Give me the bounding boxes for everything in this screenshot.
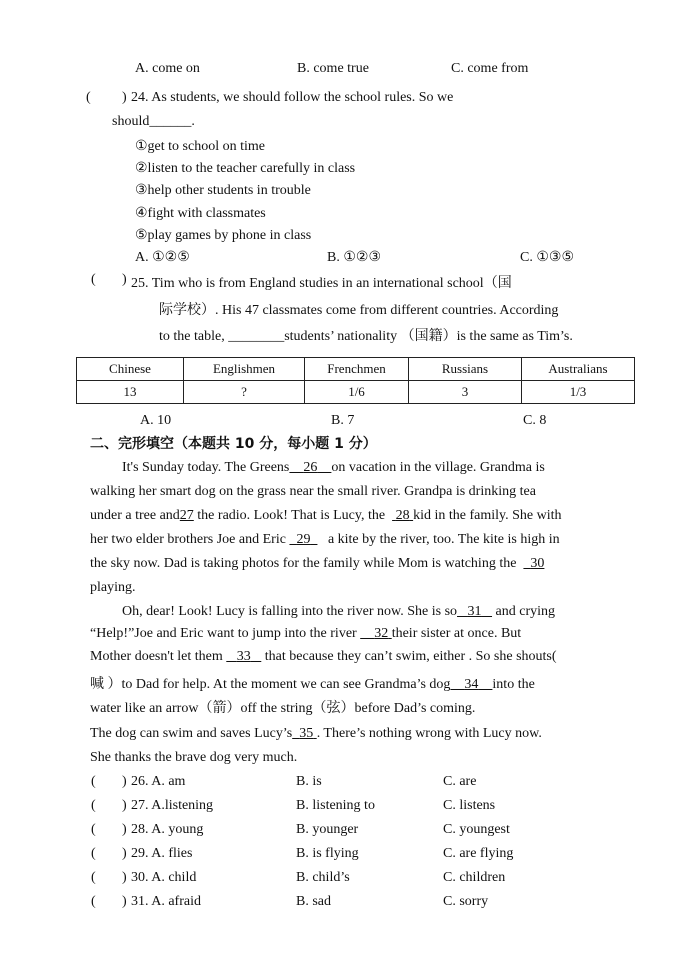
blank-number: 32	[374, 626, 389, 641]
passage-text: her two elder brothers Joe and Eric	[90, 532, 286, 547]
q24-option-c: C. ①③⑤	[520, 250, 574, 265]
table-cell: ?	[184, 381, 305, 404]
passage-line	[90, 626, 521, 642]
passage-line	[90, 508, 562, 524]
nationality-table	[76, 357, 635, 404]
passage-text: Mother doesn't let them	[90, 649, 223, 664]
question-paren-close: )	[122, 774, 127, 789]
blank-number: 31	[467, 604, 482, 619]
q23-option-a: A. come on	[135, 61, 200, 76]
q23-option-b: B. come true	[297, 61, 369, 76]
question-paren-open: (	[91, 846, 96, 861]
question-paren-open: (	[91, 774, 96, 789]
passage-text: the sky now. Dad is taking photos for the family while Mom is watching the	[90, 556, 517, 571]
question-paren-open: (	[91, 894, 96, 909]
q25-option-b: B. 7	[331, 413, 355, 428]
q25-answer-paren-open: (	[91, 272, 96, 287]
q24-item-2: ②listen to the teacher carefully in class	[135, 161, 356, 176]
q25-stem-line1: 25. Tim who is from England studies in an international school（国	[131, 276, 512, 291]
q23-option-c: C. come from	[451, 61, 529, 76]
passage-line	[122, 604, 555, 620]
q24-option-b: B. ①②③	[327, 250, 381, 265]
q25-option-a: A. 10	[140, 413, 172, 428]
passage-line: walking her smart dog on the grass near the small river. Grandpa is drinking tea	[90, 484, 536, 499]
passage-line: water like an arrow（箭）off the string（弦）before Dad’s coming.	[90, 701, 476, 716]
passage-text: The dog can swim and saves Lucy’s	[90, 726, 293, 741]
passage-text: their sister at once. But	[391, 626, 522, 641]
q24-stem-line1: 24. As students, we should follow the school rules. So we	[131, 90, 454, 105]
blank-26	[289, 460, 331, 475]
table-header-row	[77, 358, 635, 381]
q24-stem-line2: should______.	[112, 114, 195, 129]
question-option-b: B. is	[296, 774, 322, 789]
question-option-c: C. youngest	[443, 822, 510, 837]
passage-text: on vacation in the village. Grandma is	[331, 460, 545, 475]
question-option-a: 28. A. young	[131, 822, 204, 837]
question-option-a: 30. A. child	[131, 870, 197, 885]
table-header-cell: Russians	[409, 358, 522, 381]
table-cell: 1/6	[305, 381, 409, 404]
question-paren-close: )	[122, 846, 127, 861]
blank-34	[450, 677, 492, 692]
blank-number: 33	[236, 649, 251, 664]
table-header-cell: Englishmen	[184, 358, 305, 381]
q24-item-5: ⑤play games by phone in class	[135, 228, 312, 243]
question-option-b: B. child’s	[296, 870, 350, 885]
q25-stem-line3: to the table, ________students’ nationality （国籍）is the same as Tim’s.	[159, 329, 573, 344]
blank-number: 35	[299, 726, 314, 741]
passage-text: under a tree and	[90, 508, 180, 523]
passage-text: “Help!”Joe and Eric want to jump into the river	[90, 626, 357, 641]
passage-text: kid in the family. She with	[413, 508, 562, 523]
blank-number: 28	[395, 508, 410, 523]
section-title: 二、完形填空（本题共 10 分，每小题 1 分）	[90, 436, 377, 452]
passage-text: Oh, dear! Look! Lucy is falling into the river now. She is so	[122, 604, 458, 619]
q25-stem-line2: 际学校）. His 47 classmates come from different countries. According	[159, 303, 559, 318]
question-option-a: 27. A.listening	[131, 798, 214, 813]
passage-text: . There’s nothing wrong with Lucy now.	[316, 726, 542, 741]
table-header-cell: Australians	[522, 358, 635, 381]
question-paren-open: (	[91, 822, 96, 837]
question-option-c: C. children	[443, 870, 506, 885]
passage-line	[90, 556, 544, 572]
question-paren-close: )	[122, 822, 127, 837]
passage-text: a kite by the river, too. The kite is high in	[327, 532, 560, 547]
passage-line	[90, 726, 542, 742]
blank-29	[289, 532, 317, 547]
passage-line	[90, 649, 557, 665]
blank-27	[180, 508, 194, 523]
blank-32	[360, 626, 392, 641]
table-header-cell: Frenchmen	[305, 358, 409, 381]
q25-option-c: C. 8	[523, 413, 547, 428]
question-option-a: 29. A. flies	[131, 846, 193, 861]
table-row	[77, 381, 635, 404]
question-option-a: 31. A. afraid	[131, 894, 201, 909]
blank-33	[226, 649, 261, 664]
blank-35	[292, 726, 317, 741]
q24-item-1: ①get to school on time	[135, 139, 265, 154]
question-paren-close: )	[122, 798, 127, 813]
blank-number: 29	[296, 532, 311, 547]
table-header-cell: Chinese	[77, 358, 184, 381]
q24-item-3: ③help other students in trouble	[135, 183, 311, 198]
question-paren-close: )	[122, 894, 127, 909]
passage-text: into the	[492, 677, 535, 692]
q24-item-4: ④fight with classmates	[135, 206, 266, 221]
table-cell: 13	[77, 381, 184, 404]
question-paren-open: (	[91, 798, 96, 813]
passage-line	[90, 532, 560, 548]
passage-text: the radio. Look! That is Lucy, the	[197, 508, 386, 523]
question-option-b: B. younger	[296, 822, 359, 837]
question-paren-close: )	[122, 870, 127, 885]
q24-answer-paren-close: )	[122, 90, 127, 105]
blank-31	[457, 604, 492, 619]
q25-answer-paren-close: )	[122, 272, 127, 287]
q24-answer-paren-open: (	[86, 90, 91, 105]
q24-option-a: A. ①②⑤	[135, 250, 190, 265]
passage-text: It's Sunday today. The Greens	[122, 460, 290, 475]
question-option-a: 26. A. am	[131, 774, 186, 789]
blank-30	[523, 556, 544, 571]
question-paren-open: (	[91, 870, 96, 885]
table-cell: 1/3	[522, 381, 635, 404]
passage-text: and crying	[495, 604, 556, 619]
passage-text: that because they can’t swim, either . So she shouts(	[264, 649, 557, 664]
question-option-c: C. listens	[443, 798, 496, 813]
passage-line: playing.	[90, 580, 136, 595]
question-option-c: C. are flying	[443, 846, 514, 861]
blank-number: 26	[303, 460, 318, 475]
passage-line	[90, 673, 535, 693]
passage-line: She thanks the brave dog very much.	[90, 750, 298, 765]
blank-28	[392, 508, 413, 523]
table-cell: 3	[409, 381, 522, 404]
question-option-c: C. sorry	[443, 894, 489, 909]
blank-number: 27	[179, 508, 194, 523]
passage-line	[122, 460, 545, 476]
blank-number: 30	[530, 556, 545, 571]
question-option-b: B. is flying	[296, 846, 359, 861]
question-option-b: B. sad	[296, 894, 331, 909]
question-option-b: B. listening to	[296, 798, 375, 813]
question-option-c: C. are	[443, 774, 477, 789]
blank-number: 34	[464, 677, 479, 692]
passage-text: 喊 ）to Dad for help. At the moment we can see Grandma’s dog	[90, 677, 451, 692]
